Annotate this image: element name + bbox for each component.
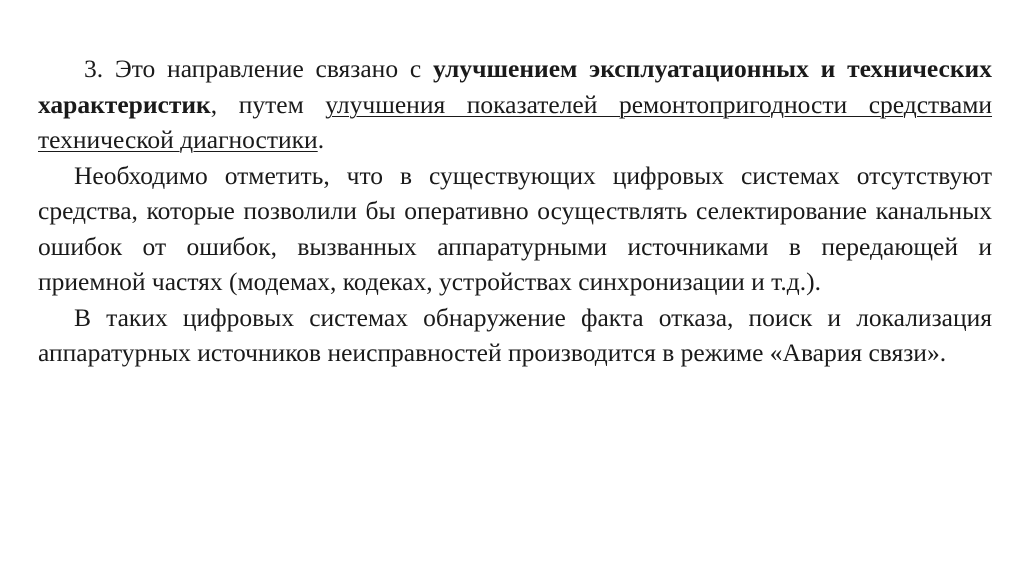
p1-text-2: , путем bbox=[210, 89, 326, 119]
p3-text: В таких цифровых системах обнаружение факта отказа, поиск и локализация аппаратурных источников неисправностей производится в режиме «Авария связи». bbox=[38, 302, 992, 367]
body-text bbox=[38, 51, 992, 371]
p2-text: Необходимо отметить, что в существующих цифровых системах отсутствуют средства, которые позволили бы оперативно осуществлять селектирование канальных ошибок от ошибок, вызванных аппаратурными источниками в передающей и приемной частях (модемах, кодеках, устройствах синхронизации и т.д.). bbox=[38, 160, 992, 296]
p1-text-1: 3. Это направление связано с bbox=[84, 54, 433, 83]
paragraph-2 bbox=[38, 158, 992, 300]
p1-underlined-phrase: улучшения показателей ремонтопригодности средствами технической диагностики bbox=[38, 89, 993, 154]
p1-bold-phrase: улучшением эксплуатационных и технических характеристик bbox=[38, 54, 993, 119]
paragraph-3 bbox=[38, 300, 992, 371]
paragraph-1 bbox=[38, 51, 992, 158]
p1-text-3: . bbox=[317, 125, 325, 154]
